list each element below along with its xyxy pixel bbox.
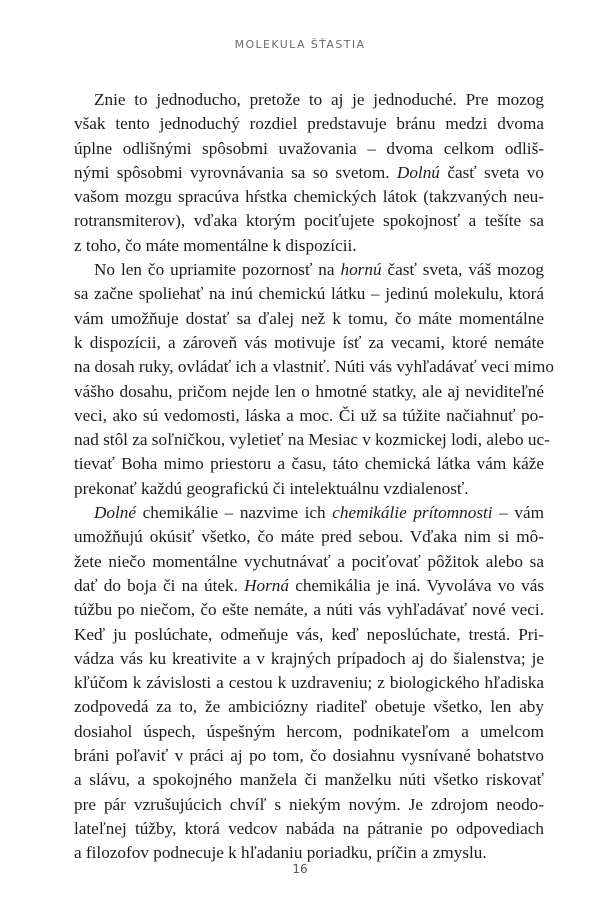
text-line: pre pár vzrušujúcich chvíľ s niekým novým. Je zdrojom neodo- — [74, 794, 544, 814]
text-line: prekonať každú geografickú či intelektuálnu vzdialenosť. — [74, 478, 469, 498]
text-line: dať do boja či na útek. Horná chemikália je iná. Vyvoláva vo vás — [74, 575, 545, 595]
text-line: túžbu po niečom, čo ešte nemáte, a núti vás vyhľadávať nové veci. — [74, 600, 544, 620]
body-text — [74, 88, 554, 866]
text-line: vádza vás ku kreativite a v krajných prípadoch aj do šialenstva; je — [74, 648, 544, 668]
text-line: tievať Boha mimo priestoru a času, táto chemická látka vám káže — [74, 454, 544, 474]
text-line: a slávu, a spokojného manžela či manželku núti všetko riskovať — [74, 770, 544, 790]
text-line: Znie to jednoducho, pretože to aj je jednoduché. Pre mozog — [94, 90, 544, 109]
paragraph — [74, 501, 544, 865]
text-line: bráni poľaviť v práci aj po tom, čo dosiahnu vysnívané bohatstvo — [74, 746, 544, 766]
text-line: však tento jednoduchý rozdiel predstavuje bránu medzi dvoma — [74, 114, 544, 134]
text-line: lateľnej túžby, ktorá vedcov nabáda na pátranie po odpovediach — [74, 818, 544, 838]
text-line: rotransmiterov), vďaka ktorým pociťujete spokojnosť a tešíte sa — [74, 211, 544, 231]
text-line: vášho dosahu, pričom nejde len o hmotné statky, ale aj neviditeľné — [74, 381, 544, 401]
text-line: a filozofov podnecuje k hľadaniu poriadku, príčin a zmyslu. — [74, 843, 487, 863]
text-line: žete niečo momentálne vychutnávať a pociťovať pôžitok alebo sa — [74, 551, 544, 571]
text-line: dosiahol úspech, úspešným hercom, podnikateľom a umelcom — [74, 721, 544, 741]
text-line: sa začne spoliehať na inú chemickú látku – jedinú molekulu, ktorá — [74, 284, 544, 304]
text-line: k dispozícii, a zároveň vás motivuje ísť za vecami, ktoré nemáte — [74, 332, 544, 352]
emphasis: Dolné — [94, 503, 137, 523]
text-line: Keď ju poslúchate, odmeňuje vás, keď neposlúchate, trestá. Pri- — [74, 624, 544, 644]
text-line: na dosah ruky, ovládať ich a vlastniť. Núti vás vyhľadávať veci mimo — [74, 357, 554, 377]
emphasis: hornú — [340, 260, 382, 280]
running-header: MOLEKULA ŠŤASTIA — [234, 38, 366, 51]
text-line: umožňujú okúsiť všetko, čo máte pred sebou. Vďaka nim si mô- — [74, 527, 544, 547]
text-line: nad stôl za soľničkou, vyletieť na Mesiac v kozmickej lodi, alebo uc- — [74, 430, 550, 450]
text-line: vám umožňuje dostať sa ďalej než k tomu, čo máte momentálne — [74, 308, 544, 328]
text-line: zodpovedá za to, že ambiciózny riaditeľ obetuje všetko, len aby — [74, 697, 544, 717]
text-line: kľúčom k závislosti a cestou k uzdraveniu; z biologického hľadiska — [74, 673, 544, 693]
text-line: No len čo upriamite pozornosť na hornú časť sveta, váš mozog — [94, 260, 545, 280]
paragraph — [74, 258, 554, 501]
text-line: Dolné chemikálie – nazvime ich chemikálie prítomnosti – vám — [94, 503, 544, 523]
emphasis: Dolnú — [396, 162, 440, 182]
text-line: vašom mozgu spracúva hŕstka chemických látok (takzvaných neu- — [74, 187, 544, 207]
text-line: úplne odlišnými spôsobmi uvažovania – dvoma celkom odliš- — [74, 138, 544, 158]
emphasis: Horná — [244, 575, 289, 595]
page-number: 16 — [292, 862, 308, 876]
emphasis: chemikálie prítomnosti — [332, 503, 493, 523]
text-line: nými spôsobmi vyrovnávania sa so svetom. Dolnú časť sveta vo — [74, 162, 544, 182]
text-line: veci, ako sú vedomosti, láska a moc. Či už sa túžite načiahnuť po- — [74, 405, 544, 425]
paragraph — [74, 88, 544, 258]
text-line: z toho, čo máte momentálne k dispozícii. — [74, 235, 357, 255]
